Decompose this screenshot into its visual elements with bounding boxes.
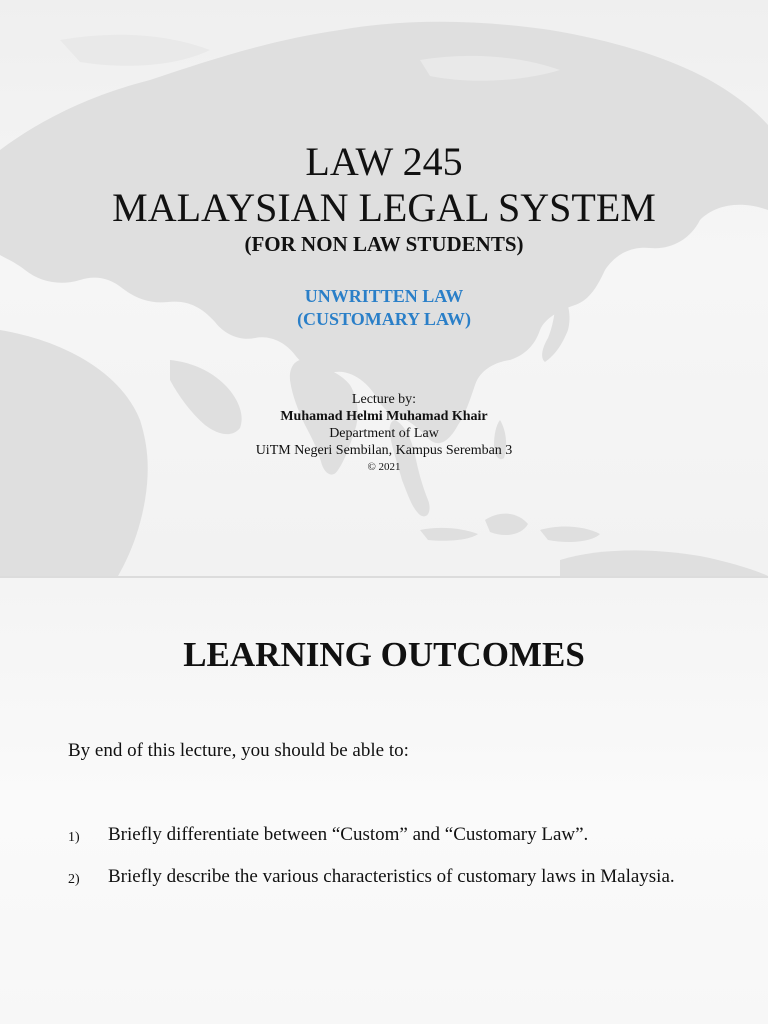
topic-subtitle: (CUSTOMARY LAW) <box>297 309 471 329</box>
department-name: Department of Law <box>329 426 439 441</box>
copyright-notice: © 2021 <box>367 461 401 473</box>
lecture-by-label: Lecture by: <box>351 392 417 407</box>
list-number: 2) <box>68 872 80 887</box>
list-item <box>68 865 710 888</box>
topic-title: UNWRITTEN LAW <box>304 286 464 306</box>
list-item <box>68 823 710 846</box>
course-code: LAW 245 <box>305 139 463 184</box>
list-text: Briefly describe the various characteristics of customary laws in Malaysia. <box>108 866 675 887</box>
slide-title: LEARNING OUTCOMES <box>183 635 585 674</box>
lecturer-name: Muhamad Helmi Muhamad Khair <box>280 409 488 424</box>
list-number: 1) <box>68 830 80 845</box>
course-title: MALAYSIAN LEGAL SYSTEM <box>112 185 656 230</box>
learning-outcomes-slide <box>0 578 768 1024</box>
course-subtitle: (FOR NON LAW STUDENTS) <box>244 232 524 256</box>
list-text: Briefly differentiate between “Custom” and “Customary Law”. <box>108 824 589 845</box>
campus-name: UiTM Negeri Sembilan, Kampus Seremban 3 <box>255 443 513 458</box>
intro-text: By end of this lecture, you should be able to: <box>68 740 409 761</box>
